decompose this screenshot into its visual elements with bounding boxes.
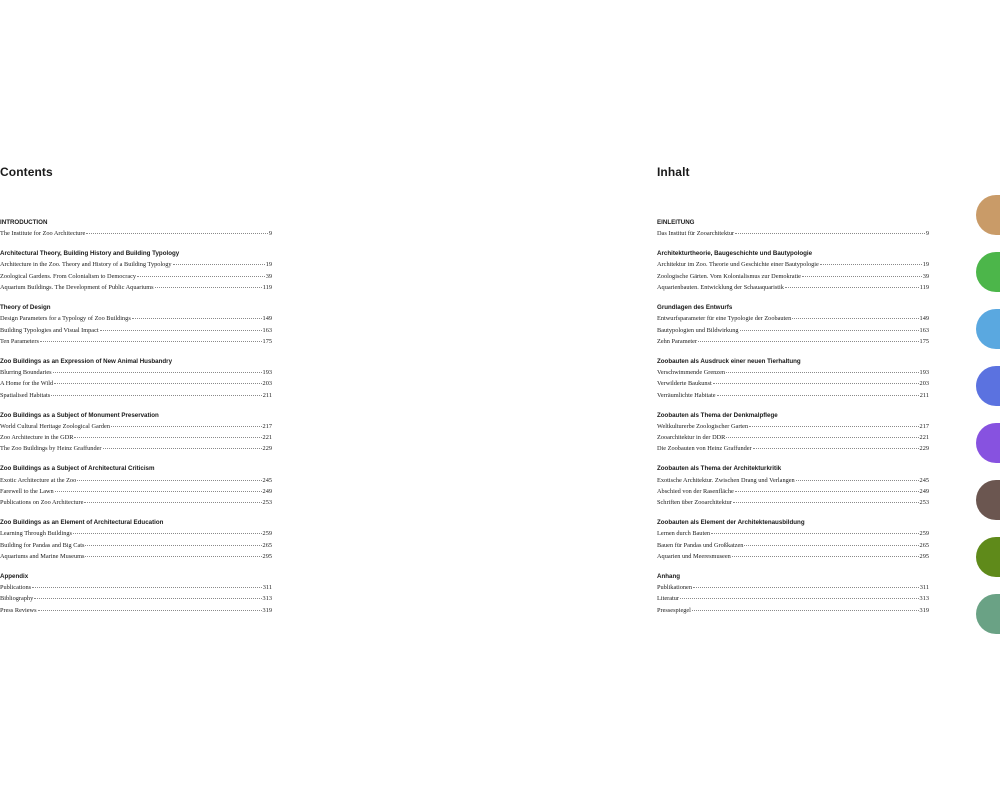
toc-entry-title: Verschwimmende Grenzen (657, 369, 726, 377)
toc-entry-title: Zehn Parameter (657, 337, 698, 345)
toc-page-number: 211 (919, 391, 929, 399)
toc-entry-title: Aquarium Buildings. The Development of Public Aquariums (0, 284, 154, 292)
toc-section (0, 217, 272, 240)
toc-entry[interactable] (657, 528, 929, 539)
toc-section-heading: Zoobauten als Ausdruck einer neuen Tierhaltung (657, 357, 801, 365)
toc-entry-title: Pressespiegel (657, 606, 691, 614)
toc-entry[interactable] (657, 271, 929, 282)
dot-leader (86, 233, 268, 234)
toc-page-number: 259 (919, 530, 929, 538)
toc-entry[interactable] (657, 313, 929, 324)
toc-page-number: 311 (262, 584, 272, 592)
dot-leader (38, 610, 262, 611)
toc-entry[interactable] (0, 367, 272, 378)
toc-entry-title: Publications on Zoo Architecture (0, 499, 84, 507)
toc-section (0, 356, 272, 401)
toc-page-number: 203 (919, 380, 929, 388)
toc-section-heading: EINLEITUNG (657, 219, 695, 226)
toc-entry-title: The Zoo Buildings by Heinz Graffunder (0, 445, 102, 453)
toc-entry-title: Bibliography (0, 595, 34, 603)
toc-entry-title: Schriften über Zooarchitektur (657, 499, 732, 507)
dot-leader (40, 341, 262, 342)
toc-entry[interactable] (0, 497, 272, 508)
toc-entry[interactable] (0, 313, 272, 324)
toc-entry[interactable] (657, 378, 929, 389)
toc-entry[interactable] (0, 432, 272, 443)
toc-entry[interactable] (0, 259, 272, 270)
section-color-tab (976, 423, 1000, 463)
toc-entry[interactable] (0, 378, 272, 389)
toc-entry[interactable] (0, 336, 272, 347)
section-color-tab (976, 594, 1000, 634)
dot-leader (73, 533, 262, 534)
section-color-tab (976, 252, 1000, 292)
contents-column-english (0, 164, 272, 625)
toc-entry[interactable] (657, 390, 929, 401)
toc-page-number: 295 (919, 552, 929, 560)
toc-entry[interactable] (0, 582, 272, 593)
toc-entry-title: Das Institut für Zooarchitektur (657, 230, 735, 238)
toc-page-number: 39 (265, 272, 272, 280)
toc-entry[interactable] (657, 367, 929, 378)
toc-entry-title: Ten Parameters (0, 337, 39, 345)
dot-leader (753, 448, 919, 449)
toc-entry-title: Exotic Architecture at the Zoo (0, 476, 77, 484)
toc-entry[interactable] (657, 475, 929, 486)
toc-page-number: 193 (919, 369, 929, 377)
toc-section-heading: Appendix (0, 572, 29, 580)
toc-entry-title: Spatialised Habitats (0, 391, 51, 399)
toc-page-number: 163 (919, 326, 929, 334)
toc-entry[interactable] (657, 582, 929, 593)
toc-section-heading: Architekturtheorie, Baugeschichte und Bautypologie (657, 250, 813, 258)
toc-page-number: 221 (919, 434, 929, 442)
toc-section (657, 248, 929, 293)
toc-page-number: 203 (262, 380, 272, 388)
toc-entry-title: Blurring Boundaries (0, 369, 52, 377)
toc-page-number: 245 (262, 476, 272, 484)
dot-leader (726, 437, 918, 438)
toc-entry-title: A Home for the Wild (0, 380, 54, 388)
toc-entry-title: Aquariums and Marine Museums (0, 552, 85, 560)
toc-entry-title: Architecture in the Zoo. Theory and History of a Building Typology (0, 261, 172, 269)
toc-section (657, 517, 929, 562)
toc-page-number: 319 (919, 606, 929, 614)
toc-page-number: 265 (262, 541, 272, 549)
toc-page-number: 19 (265, 261, 272, 269)
dot-leader (85, 556, 261, 557)
toc-page-number: 229 (919, 445, 929, 453)
toc-page-number: 311 (919, 584, 929, 592)
toc-section (0, 517, 272, 562)
dot-leader (111, 426, 262, 427)
toc-section (657, 571, 929, 616)
toc-page-number: 149 (919, 315, 929, 323)
toc-page-number: 39 (922, 272, 929, 280)
toc-entry[interactable] (0, 421, 272, 432)
dot-leader (100, 330, 262, 331)
dot-leader (796, 480, 919, 481)
dot-leader (698, 341, 919, 342)
dot-leader (785, 287, 919, 288)
toc-section-heading: Zoo Buildings as an Expression of New Animal Husbandry (0, 357, 173, 365)
dot-leader (173, 264, 265, 265)
toc-entry[interactable] (0, 282, 272, 293)
dot-leader (802, 276, 922, 277)
dot-leader (51, 395, 262, 396)
dot-leader (32, 587, 262, 588)
toc-page-number: 9 (925, 230, 929, 238)
dot-leader (132, 318, 262, 319)
toc-section-heading: Zoobauten als Thema der Architekturkritik (657, 465, 782, 473)
dot-leader (749, 426, 918, 427)
toc-section-heading: Zoo Buildings as an Element of Architectural Education (0, 519, 164, 527)
toc-entry[interactable] (657, 551, 929, 562)
toc-page-number: 175 (919, 337, 929, 345)
dot-leader (713, 383, 919, 384)
toc-entry[interactable] (0, 475, 272, 486)
toc-entry-title: Entwurfsparameter für eine Typologie der Zoobauten (657, 315, 792, 323)
toc-entry[interactable] (657, 540, 929, 551)
toc-entry[interactable] (0, 486, 272, 497)
toc-entry-title: Farewell to the Lawn (0, 487, 54, 495)
toc-page-number: 313 (262, 595, 272, 603)
toc-entry-title: Aquarienbauten. Entwicklung der Schauaquaristik (657, 284, 784, 292)
toc-entry[interactable] (657, 421, 929, 432)
dot-leader (84, 502, 261, 503)
toc-section-heading: Grundlagen des Entwurfs (657, 303, 733, 311)
toc-section-heading: Zoo Buildings as a Subject of Architectural Criticism (0, 465, 155, 473)
toc-section (657, 302, 929, 347)
toc-entry-title: Building Typologies and Visual Impact (0, 326, 99, 334)
dot-leader (735, 491, 919, 492)
toc-entry-title: Verräumlichte Habitate (657, 391, 716, 399)
contents-column-german (657, 164, 929, 625)
dot-leader (34, 598, 261, 599)
dot-leader (792, 318, 918, 319)
toc-entry-title: Press Reviews (0, 606, 37, 614)
toc-page-number: 249 (919, 487, 929, 495)
toc-page-number: 175 (262, 337, 272, 345)
toc-sections (657, 217, 929, 616)
toc-entry[interactable] (657, 228, 929, 239)
dot-leader (820, 264, 922, 265)
toc-page-number: 265 (919, 541, 929, 549)
toc-entry[interactable] (0, 540, 272, 551)
toc-entry[interactable] (0, 443, 272, 454)
toc-entry-title: Lernen durch Bauten (657, 530, 711, 538)
dot-leader (717, 395, 919, 396)
toc-page-number: 19 (922, 261, 929, 269)
toc-entry-title: Aquarien und Meeresmuseen (657, 552, 731, 560)
toc-entry-title: Architektur im Zoo. Theorie und Geschichte einer Bautypologie (657, 261, 819, 269)
toc-page-number: 319 (262, 606, 272, 614)
dot-leader (53, 372, 262, 373)
toc-entry-title: Literatur (657, 595, 680, 603)
dot-leader (680, 598, 919, 599)
toc-page-number: 221 (262, 434, 272, 442)
section-color-tabs (976, 195, 1000, 651)
toc-entry[interactable] (0, 593, 272, 604)
toc-page-number: 217 (262, 422, 272, 430)
toc-entry-title: Publikationen (657, 584, 692, 592)
dot-leader (155, 287, 262, 288)
toc-entry-title: Design Parameters for a Typology of Zoo Buildings (0, 315, 131, 323)
dot-leader (85, 545, 261, 546)
toc-entry[interactable] (657, 432, 929, 443)
toc-entry[interactable] (657, 325, 929, 336)
toc-entry[interactable] (657, 605, 929, 616)
toc-section (0, 248, 272, 293)
toc-section (0, 302, 272, 347)
toc-page-number: 163 (262, 326, 272, 334)
toc-entry-title: Bautypologien und Bildwirkung (657, 326, 739, 334)
toc-entry-title: Zoo Architecture in the GDR (0, 434, 74, 442)
toc-entry-title: Abschied von der Rasenfläche (657, 487, 734, 495)
toc-section-heading: Theory of Design (0, 303, 51, 311)
toc-entry[interactable] (657, 259, 929, 270)
dot-leader (733, 502, 919, 503)
toc-page-number: 119 (919, 284, 929, 292)
toc-section (657, 217, 929, 240)
dot-leader (693, 587, 919, 588)
toc-entry-title: Die Zoobauten von Heinz Graffunder (657, 445, 752, 453)
toc-page-number: 149 (262, 315, 272, 323)
toc-section-heading: Zoobauten als Thema der Denkmalpflege (657, 411, 778, 419)
toc-entry-title: World Cultural Heritage Zoological Garden (0, 422, 111, 430)
toc-entry[interactable] (657, 443, 929, 454)
toc-entry-title: Zoological Gardens. From Colonialism to Democracy (0, 272, 137, 280)
dot-leader (711, 533, 918, 534)
toc-section (0, 463, 272, 508)
toc-section-heading: Architectural Theory, Building History and Building Typology (0, 250, 180, 258)
dot-leader (103, 448, 262, 449)
toc-entry-title: Weltkulturerbe Zoologischer Garten (657, 422, 749, 430)
section-color-tab (976, 537, 1000, 577)
dot-leader (137, 276, 265, 277)
section-color-tab (976, 366, 1000, 406)
toc-page-number: 253 (919, 499, 929, 507)
dot-leader (732, 556, 919, 557)
dot-leader (54, 383, 261, 384)
toc-entry[interactable] (0, 551, 272, 562)
toc-page-number: 245 (919, 476, 929, 484)
toc-section-heading: Anhang (657, 572, 681, 580)
contents-title: Contents (0, 165, 53, 179)
toc-entry[interactable] (0, 528, 272, 539)
toc-entry-title: Zoologische Gärten. Vom Kolonialismus zur Demokratie (657, 272, 801, 280)
toc-entry[interactable] (657, 486, 929, 497)
toc-page-number: 217 (919, 422, 929, 430)
toc-sections (0, 217, 272, 616)
toc-entry[interactable] (657, 497, 929, 508)
toc-entry[interactable] (0, 325, 272, 336)
dot-leader (744, 545, 918, 546)
toc-page-number: 9 (268, 230, 272, 238)
toc-entry-title: Learning Through Buildings (0, 530, 72, 538)
toc-entry[interactable] (0, 228, 272, 239)
dot-leader (740, 330, 919, 331)
toc-page-number: 313 (919, 595, 929, 603)
toc-entry[interactable] (0, 605, 272, 616)
section-color-tab (976, 195, 1000, 235)
toc-section-heading: Zoo Buildings as a Subject of Monument Preservation (0, 411, 159, 419)
toc-page-number: 211 (262, 391, 272, 399)
toc-page-number: 249 (262, 487, 272, 495)
dot-leader (692, 610, 919, 611)
dot-leader (74, 437, 261, 438)
toc-section (0, 571, 272, 616)
toc-entry-title: Bauen für Pandas und Großkatzen (657, 541, 744, 549)
toc-page-number: 229 (262, 445, 272, 453)
toc-entry-title: Verwilderte Baukunst (657, 380, 712, 388)
dot-leader (55, 491, 262, 492)
toc-section-heading: Zoobauten als Element der Architektenausbildung (657, 519, 805, 527)
toc-page-number: 119 (262, 284, 272, 292)
toc-entry[interactable] (657, 336, 929, 347)
section-color-tab (976, 480, 1000, 520)
toc-page-number: 193 (262, 369, 272, 377)
toc-entry-title: Exotische Architektur. Zwischen Drang und Verlangen (657, 476, 795, 484)
dot-leader (77, 480, 261, 481)
toc-entry[interactable] (0, 390, 272, 401)
toc-entry[interactable] (657, 282, 929, 293)
toc-section (657, 463, 929, 508)
toc-section-heading: INTRODUCTION (0, 219, 48, 226)
toc-section (0, 410, 272, 455)
toc-entry-title: Publications (0, 584, 32, 592)
section-color-tab (976, 309, 1000, 349)
toc-section (657, 410, 929, 455)
toc-entry-title: The Institute for Zoo Architecture (0, 230, 86, 238)
dot-leader (735, 233, 925, 234)
toc-entry-title: Zooarchitektur in der DDR (657, 434, 726, 442)
toc-entry[interactable] (657, 593, 929, 604)
toc-page-number: 253 (262, 499, 272, 507)
toc-entry-title: Building for Pandas and Big Cats (0, 541, 85, 549)
dot-leader (726, 372, 919, 373)
toc-section (657, 356, 929, 401)
toc-entry[interactable] (0, 271, 272, 282)
inhalt-title: Inhalt (657, 165, 690, 179)
toc-page-number: 259 (262, 530, 272, 538)
toc-page-number: 295 (262, 552, 272, 560)
